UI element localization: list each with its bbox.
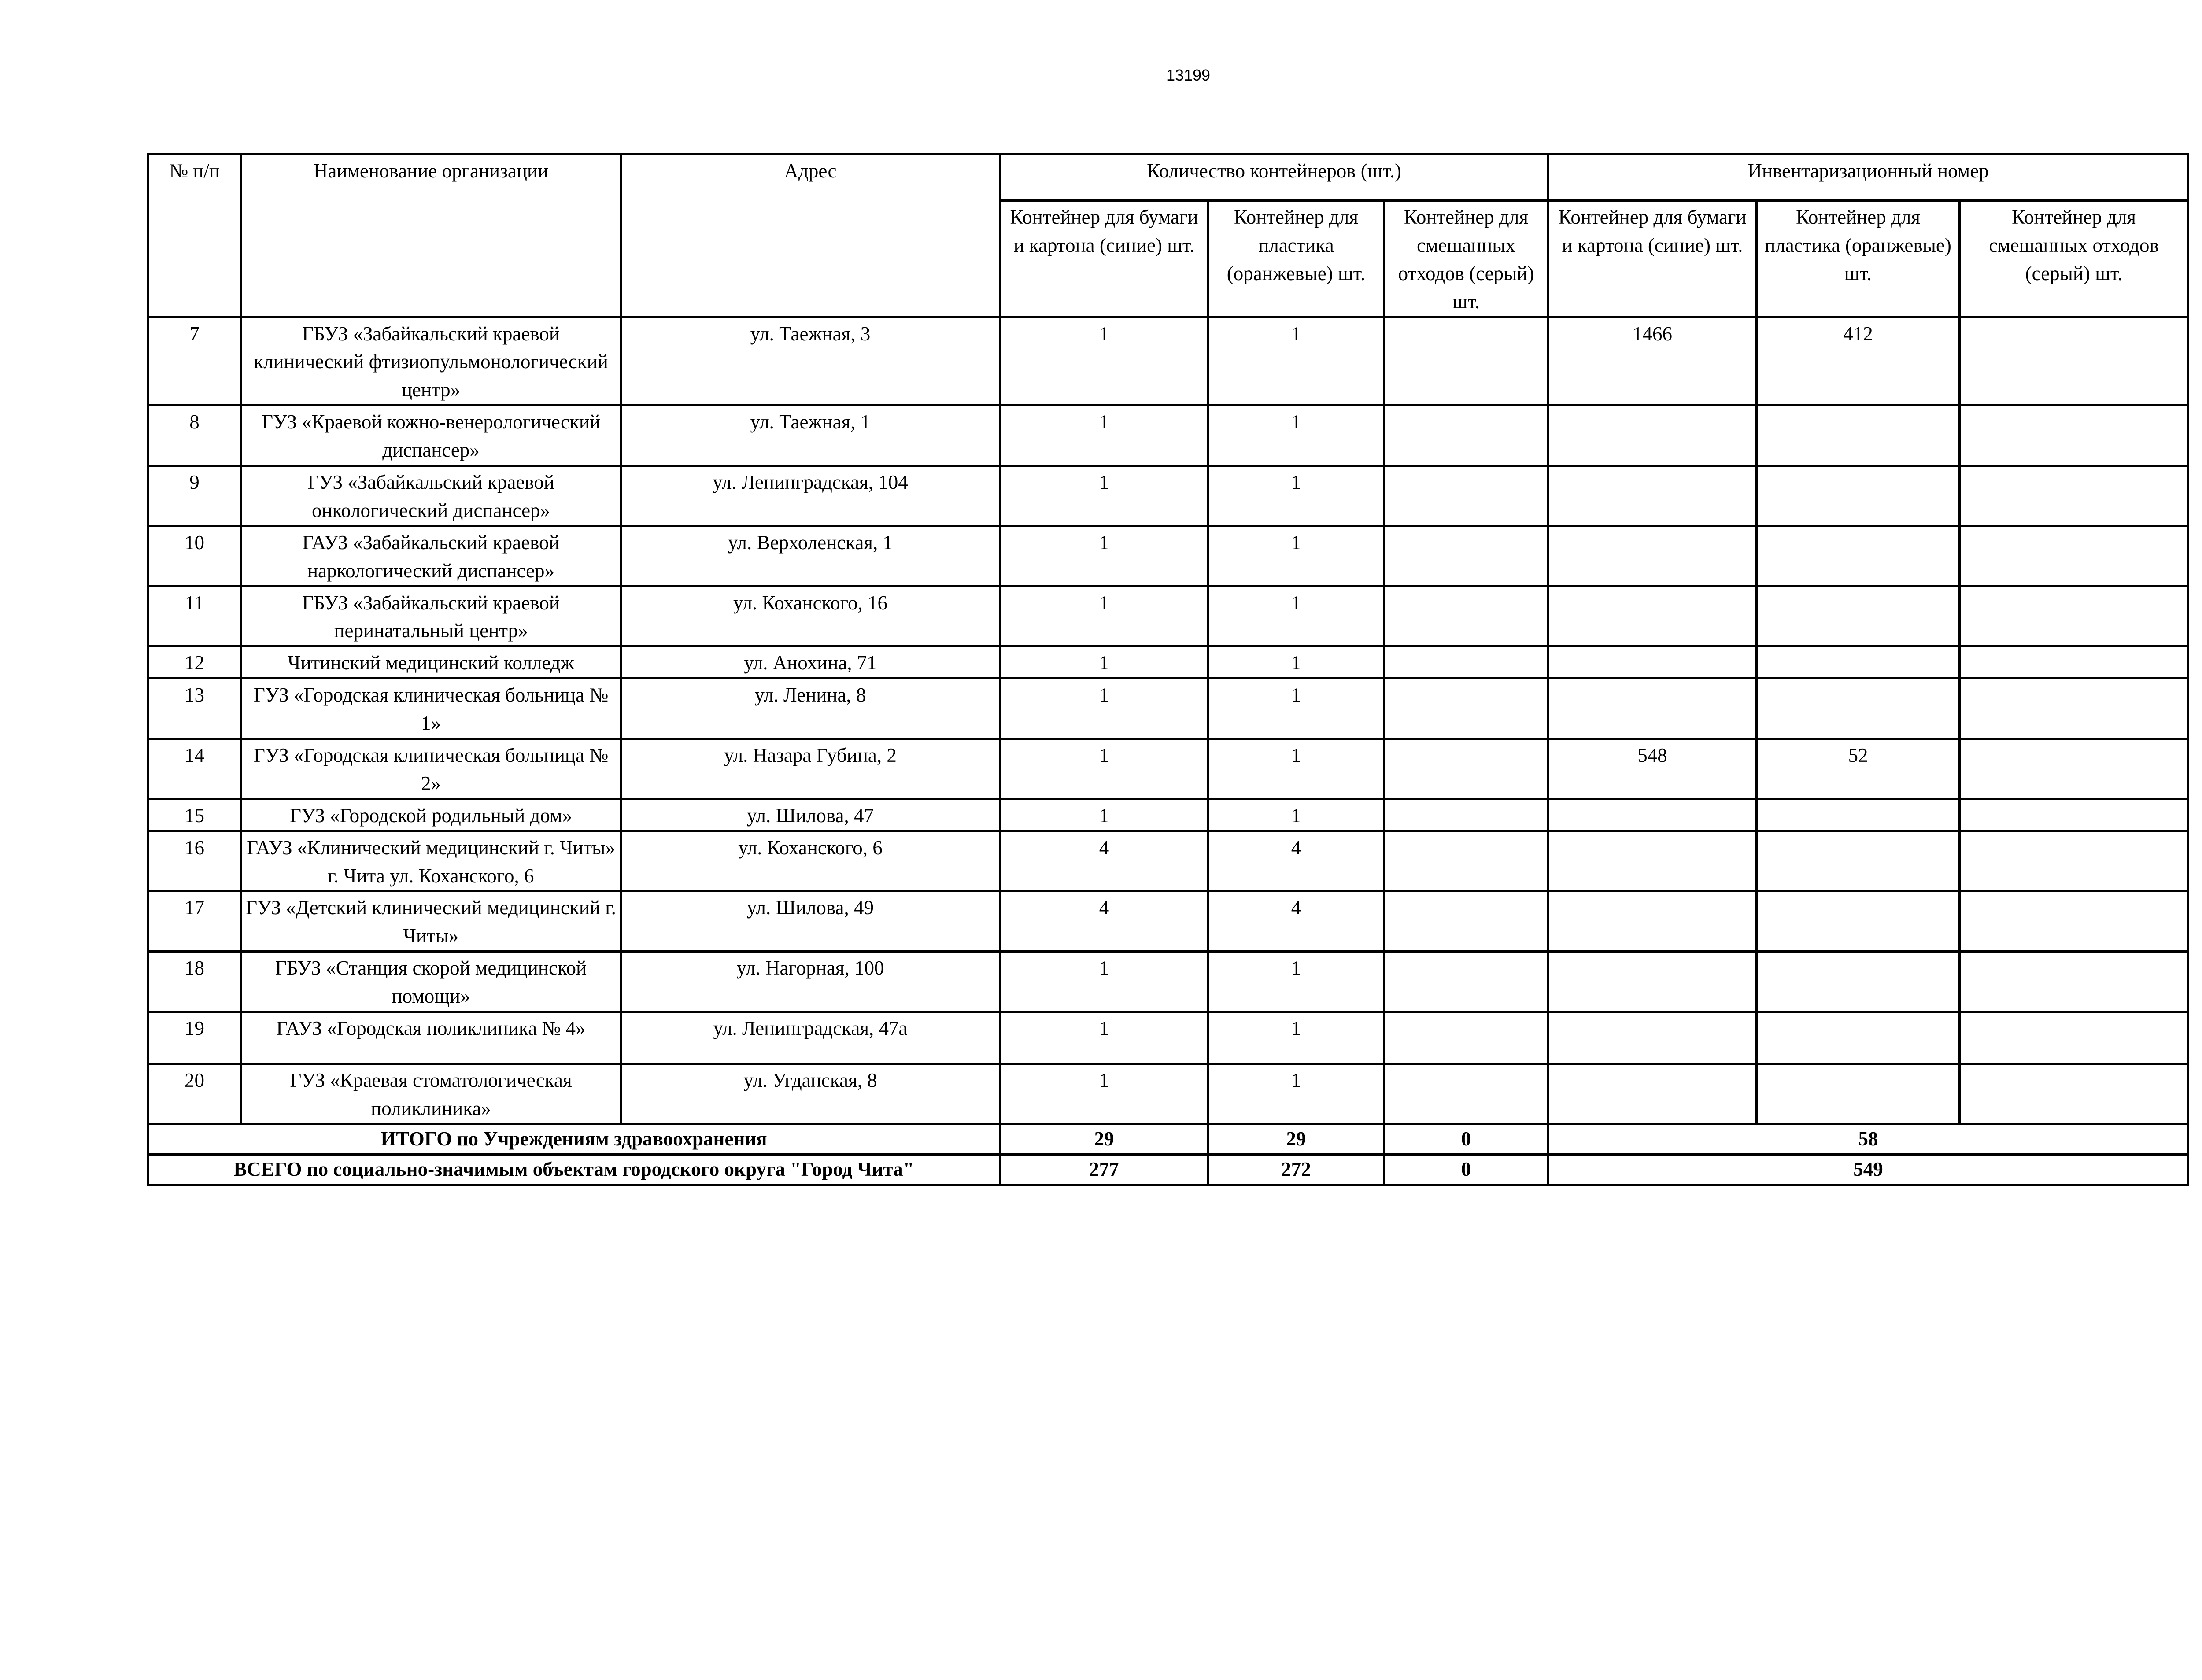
grand-total-mixed: 0: [1384, 1154, 1548, 1185]
cell-inv-paper: [1548, 586, 1757, 646]
cell-plastic: 1: [1208, 526, 1384, 586]
cell-mixed: [1384, 831, 1548, 891]
cell-addr: ул. Шилова, 49: [621, 891, 1000, 952]
cell-mixed: [1384, 891, 1548, 952]
cell-addr: ул. Коханского, 6: [621, 831, 1000, 891]
cell-inv-plastic: [1757, 586, 1960, 646]
cell-mixed: [1384, 646, 1548, 679]
cell-inv-plastic: [1757, 891, 1960, 952]
cell-org: ГУЗ «Краевой кожно-венерологический диспансер»: [241, 406, 621, 466]
containers-table: [147, 153, 2189, 1186]
cell-num: 8: [148, 406, 241, 466]
cell-paper: 1: [1000, 1012, 1208, 1064]
table-body: [148, 317, 2188, 1185]
subtotal-label: ИТОГО по Учреждениям здравоохранения: [148, 1124, 1000, 1154]
table-row: [148, 406, 2188, 466]
cell-addr: ул. Нагорная, 100: [621, 952, 1000, 1012]
cell-paper: 1: [1000, 526, 1208, 586]
table-row: [148, 646, 2188, 679]
cell-addr: ул. Шилова, 47: [621, 799, 1000, 831]
cell-paper: 1: [1000, 679, 1208, 739]
cell-plastic: 1: [1208, 406, 1384, 466]
cell-num: 17: [148, 891, 241, 952]
cell-inv-paper: 548: [1548, 739, 1757, 799]
cell-inv-plastic: [1757, 526, 1960, 586]
cell-paper: 1: [1000, 739, 1208, 799]
cell-org: ГБУЗ «Забайкальский краевой клинический фтизиопульмонологический центр»: [241, 317, 621, 406]
cell-inv-plastic: [1757, 831, 1960, 891]
cell-mixed: [1384, 1012, 1548, 1064]
cell-inv-paper: [1548, 526, 1757, 586]
header-inv-mixed: Контейнер для смешанных отходов (серый) шт.: [1960, 201, 2188, 318]
table-row: [148, 466, 2188, 526]
cell-inv-plastic: [1757, 799, 1960, 831]
table-header: [148, 155, 2188, 318]
cell-inv-mixed: [1960, 586, 2188, 646]
cell-org: ГУЗ «Забайкальский краевой онкологический диспансер»: [241, 466, 621, 526]
cell-inv-paper: 1466: [1548, 317, 1757, 406]
cell-plastic: 4: [1208, 831, 1384, 891]
grand-total-label: ВСЕГО по социально-значимым объектам городского округа "Город Чита": [148, 1154, 1000, 1185]
table-row: [148, 739, 2188, 799]
cell-inv-plastic: 52: [1757, 739, 1960, 799]
table-row: [148, 679, 2188, 739]
header-inv-paper: Контейнер для бумаги и картона (синие) шт.: [1548, 201, 1757, 318]
cell-inv-paper: [1548, 799, 1757, 831]
cell-paper: 4: [1000, 891, 1208, 952]
header-plastic: Контейнер для пластика (оранжевые) шт.: [1208, 201, 1384, 318]
cell-paper: 1: [1000, 646, 1208, 679]
cell-plastic: 1: [1208, 646, 1384, 679]
cell-inv-plastic: [1757, 646, 1960, 679]
cell-num: 19: [148, 1012, 241, 1064]
cell-inv-paper: [1548, 1064, 1757, 1124]
cell-mixed: [1384, 952, 1548, 1012]
cell-org: ГБУЗ «Станция скорой медицинской помощи»: [241, 952, 621, 1012]
cell-org: ГУЗ «Краевая стоматологическая поликлиника»: [241, 1064, 621, 1124]
cell-paper: 4: [1000, 831, 1208, 891]
cell-plastic: 1: [1208, 952, 1384, 1012]
table-row: [148, 1064, 2188, 1124]
subtotal-plastic: 29: [1208, 1124, 1384, 1154]
cell-num: 16: [148, 831, 241, 891]
cell-inv-mixed: [1960, 1064, 2188, 1124]
cell-org: ГУЗ «Детский клинический медицинский г. Читы»: [241, 891, 621, 952]
cell-inv-mixed: [1960, 679, 2188, 739]
table-row: [148, 1012, 2188, 1064]
cell-mixed: [1384, 799, 1548, 831]
table-row: [148, 526, 2188, 586]
header-num: № п/п: [148, 155, 241, 318]
cell-num: 15: [148, 799, 241, 831]
cell-plastic: 1: [1208, 1012, 1384, 1064]
cell-inv-plastic: [1757, 679, 1960, 739]
cell-addr: ул. Ленинградская, 47а: [621, 1012, 1000, 1064]
table-row: [148, 831, 2188, 891]
cell-num: 20: [148, 1064, 241, 1124]
cell-num: 9: [148, 466, 241, 526]
cell-paper: 1: [1000, 406, 1208, 466]
cell-inv-plastic: [1757, 1064, 1960, 1124]
cell-org: ГАУЗ «Клинический медицинский г. Читы» г. Чита ул. Коханского, 6: [241, 831, 621, 891]
cell-plastic: 4: [1208, 891, 1384, 952]
cell-plastic: 1: [1208, 317, 1384, 406]
cell-inv-paper: [1548, 406, 1757, 466]
cell-num: 18: [148, 952, 241, 1012]
cell-inv-paper: [1548, 952, 1757, 1012]
header-mixed: Контейнер для смешанных отходов (серый) шт.: [1384, 201, 1548, 318]
cell-addr: ул. Таежная, 1: [621, 406, 1000, 466]
header-inv-plastic: Контейнер для пластика (оранжевые) шт.: [1757, 201, 1960, 318]
cell-mixed: [1384, 317, 1548, 406]
cell-addr: ул. Коханского, 16: [621, 586, 1000, 646]
cell-paper: 1: [1000, 317, 1208, 406]
header-paper: Контейнер для бумаги и картона (синие) шт.: [1000, 201, 1208, 318]
grand-total-inv: 549: [1548, 1154, 2188, 1185]
cell-mixed: [1384, 466, 1548, 526]
cell-inv-plastic: [1757, 1012, 1960, 1064]
header-count-group: Количество контейнеров (шт.): [1000, 155, 1548, 201]
cell-addr: ул. Угданская, 8: [621, 1064, 1000, 1124]
cell-inv-mixed: [1960, 526, 2188, 586]
cell-num: 10: [148, 526, 241, 586]
cell-org: ГУЗ «Городская клиническая больница № 1»: [241, 679, 621, 739]
cell-mixed: [1384, 1064, 1548, 1124]
cell-inv-mixed: [1960, 1012, 2188, 1064]
cell-paper: 1: [1000, 586, 1208, 646]
cell-inv-mixed: [1960, 406, 2188, 466]
cell-inv-paper: [1548, 891, 1757, 952]
cell-inv-plastic: [1757, 406, 1960, 466]
header-addr: Адрес: [621, 155, 1000, 318]
grand-total-plastic: 272: [1208, 1154, 1384, 1185]
cell-paper: 1: [1000, 466, 1208, 526]
cell-paper: 1: [1000, 799, 1208, 831]
cell-num: 7: [148, 317, 241, 406]
cell-paper: 1: [1000, 1064, 1208, 1124]
cell-inv-mixed: [1960, 799, 2188, 831]
subtotal-mixed: 0: [1384, 1124, 1548, 1154]
table-row: [148, 586, 2188, 646]
cell-plastic: 1: [1208, 739, 1384, 799]
cell-plastic: 1: [1208, 466, 1384, 526]
cell-org: ГУЗ «Городская клиническая больница № 2»: [241, 739, 621, 799]
cell-mixed: [1384, 526, 1548, 586]
cell-num: 14: [148, 739, 241, 799]
cell-inv-plastic: 412: [1757, 317, 1960, 406]
cell-addr: ул. Ленина, 8: [621, 679, 1000, 739]
cell-paper: 1: [1000, 952, 1208, 1012]
cell-inv-paper: [1548, 1012, 1757, 1064]
cell-plastic: 1: [1208, 799, 1384, 831]
cell-org: ГУЗ «Городской родильный дом»: [241, 799, 621, 831]
cell-inv-paper: [1548, 466, 1757, 526]
grand-total-row: [148, 1154, 2188, 1185]
cell-inv-mixed: [1960, 466, 2188, 526]
cell-inv-plastic: [1757, 952, 1960, 1012]
subtotal-row: [148, 1124, 2188, 1154]
cell-num: 13: [148, 679, 241, 739]
cell-inv-paper: [1548, 646, 1757, 679]
page-number: 13199: [1166, 66, 1211, 84]
cell-inv-mixed: [1960, 831, 2188, 891]
cell-org: ГБУЗ «Забайкальский краевой перинатальный центр»: [241, 586, 621, 646]
subtotal-paper: 29: [1000, 1124, 1208, 1154]
table-row: [148, 799, 2188, 831]
cell-inv-mixed: [1960, 952, 2188, 1012]
header-org: Наименование организации: [241, 155, 621, 318]
cell-num: 11: [148, 586, 241, 646]
cell-inv-mixed: [1960, 646, 2188, 679]
cell-plastic: 1: [1208, 679, 1384, 739]
cell-inv-paper: [1548, 679, 1757, 739]
cell-addr: ул. Назара Губина, 2: [621, 739, 1000, 799]
cell-plastic: 1: [1208, 586, 1384, 646]
cell-plastic: 1: [1208, 1064, 1384, 1124]
cell-inv-paper: [1548, 831, 1757, 891]
cell-addr: ул. Ленинградская, 104: [621, 466, 1000, 526]
table-row: [148, 317, 2188, 406]
cell-org: ГАУЗ «Забайкальский краевой наркологический диспансер»: [241, 526, 621, 586]
table-row: [148, 952, 2188, 1012]
cell-org: ГАУЗ «Городская поликлиника № 4»: [241, 1012, 621, 1064]
cell-addr: ул. Верхоленская, 1: [621, 526, 1000, 586]
cell-mixed: [1384, 406, 1548, 466]
grand-total-paper: 277: [1000, 1154, 1208, 1185]
cell-mixed: [1384, 739, 1548, 799]
cell-addr: ул. Таежная, 3: [621, 317, 1000, 406]
cell-addr: ул. Анохина, 71: [621, 646, 1000, 679]
cell-inv-mixed: [1960, 317, 2188, 406]
table-row: [148, 891, 2188, 952]
header-inv-group: Инвентаризационный номер: [1548, 155, 2188, 201]
cell-mixed: [1384, 586, 1548, 646]
cell-mixed: [1384, 679, 1548, 739]
cell-org: Читинский медицинский колледж: [241, 646, 621, 679]
cell-num: 12: [148, 646, 241, 679]
cell-inv-plastic: [1757, 466, 1960, 526]
cell-inv-mixed: [1960, 739, 2188, 799]
subtotal-inv: 58: [1548, 1124, 2188, 1154]
cell-inv-mixed: [1960, 891, 2188, 952]
